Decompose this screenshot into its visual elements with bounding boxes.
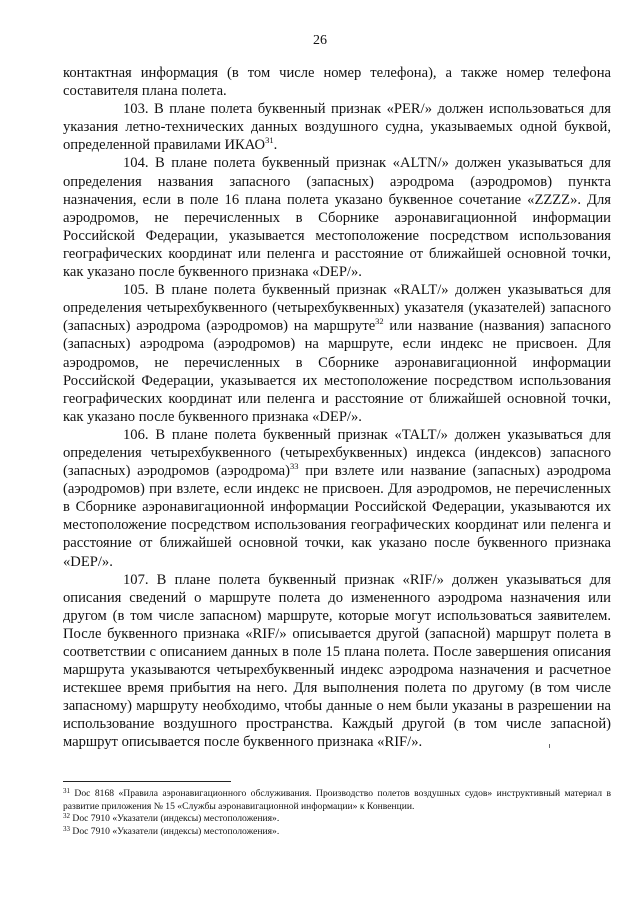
paragraph-103-text: 103. В плане полета буквенный признак «PER/» должен использоваться для указания летно-технических данных воздушного судна, указываемых одной буквой, определенной правилами ИКАО — [63, 101, 611, 154]
paragraph-105-text-a: 105. В плане полета буквенный признак «RALT/» должен указываться для определения четырехбуквенного (четырехбуквенных) указателя (указателей) запасного (запасных) аэродрома (аэродромов) на маршруте — [63, 282, 611, 335]
paragraph-105-text-b: или название (названия) запасного (запасных) аэродрома (аэродромов) на маршруте, если индекс не присвоен. Для аэродромов, не перечисленных в Сборнике аэронавигационной информации Российской Федерации, указывается их местоположение посредством использования географических координат или пеленга и расстояние от ближайшей основной точки, как указано после буквенного признака «DEP/». — [63, 318, 611, 425]
paragraph-continuation: контактная информация (в том числе номер телефона), а также номер телефона составителя плана полета. — [63, 65, 611, 100]
scan-speck — [549, 744, 550, 748]
footnote-text: Doc 7910 «Указатели (индексы) местоположения». — [70, 825, 280, 837]
footnote-32 — [63, 813, 611, 826]
paragraph-107: 107. В плане полета буквенный признак «RIF/» должен указываться для описания сведений о маршруте полета до измененного аэродрома назначения или другом (в том числе запасном) маршруте, которые могут использоваться заявителем. После буквенного признака «RIF/» описывается другой (запасной) маршрут полета в соответствии с описанием данных в поле 15 плана полета. После завершения описания маршрута указываются четырехбуквенный индекс аэродрома назначения и расчетное истекшее время прибытия на него. Для выполнения полета по другому (в том числе запасному) маршруту необходимо, чтобы данные о нем были указаны в разрешении на использование воздушного пространства. Каждый другой (в том числе запасной) маршрут описывается после буквенного признака «RIF/». — [63, 571, 611, 751]
footnote-text: Doc 8168 «Правила аэронавигационного обслуживания. Производство полетов воздушных судов» инструктивный материал в развитие приложения № 15 «Службы аэронавигационной информации» к Конвенции. — [63, 788, 611, 812]
paragraph-105 — [63, 281, 611, 426]
footnote-ref-33: 33 — [289, 461, 299, 472]
footnote-ref-31: 31 — [265, 135, 274, 146]
footnote-mark: 33 — [63, 824, 70, 833]
page-number: 26 — [313, 33, 327, 48]
footnote-33 — [63, 826, 611, 839]
footnotes — [63, 788, 611, 838]
paragraph-103-end: . — [273, 137, 278, 154]
paragraph-106-text-a: 106. В плане полета буквенный признак «TALT/» должен указываться для определения четырехбуквенного (четырехбуквенных) индекса (индексов) запасного (запасных) аэродромов (аэродрома) — [63, 426, 611, 480]
footnote-ref-32: 32 — [375, 316, 384, 327]
footnote-separator — [63, 781, 231, 782]
paragraph-106 — [63, 426, 611, 571]
footnote-mark: 32 — [63, 812, 70, 821]
footnote-31 — [63, 788, 611, 813]
footnote-mark: 31 — [63, 787, 70, 795]
paragraph-103 — [63, 100, 611, 154]
paragraph-104: 104. В плане полета буквенный признак «ALTN/» должен указываться для определения названия запасного (запасных) аэродрома (аэродромов) пункта назначения, если в поле 16 плана полета указано буквенное сочетание «ZZZZ». Для аэродромов, не перечисленных в Сборнике аэронавигационной информации Российской Федерации, указывается местоположение посредством использования географических координат или пеленга и расстояние от ближайшей основной точки, как указано после буквенного признака «DEP/». — [63, 155, 611, 281]
body-text — [63, 64, 611, 752]
footnote-text: Doc 7910 «Указатели (индексы) местоположения». — [70, 813, 280, 825]
paragraph-106-text-b: при взлете или название (запасных) аэродрома (аэродромов) при взлете, если индекс не присвоен. Для аэродромов, не перечисленных в Сборнике аэронавигационной информации Российской Федерации, указываются их местоположение посредством использования географических координат или пеленга и расстояние от ближайшей основной точки, как указано после буквенного признака «DEP/». — [63, 463, 611, 570]
